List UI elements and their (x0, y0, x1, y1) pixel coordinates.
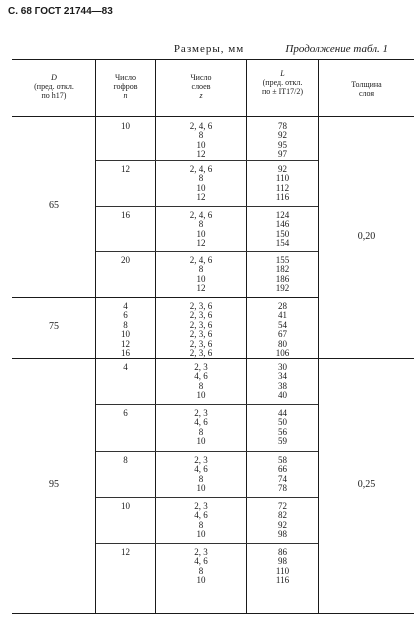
cell-z: 12 (196, 192, 206, 203)
cell-l: 92 (278, 164, 287, 174)
header-bottom-rule (12, 116, 414, 117)
cell-l: 150 (275, 228, 290, 239)
cell-l: 98 (278, 556, 287, 567)
cell-l: 38 (278, 380, 287, 391)
block-separator (96, 451, 318, 452)
cell-z: 12 (196, 238, 206, 249)
cell-z: 2, 3 (194, 455, 208, 465)
cell-l: 92 (278, 519, 287, 530)
cell-z: 10 (196, 529, 206, 540)
cell-l: 50 (278, 417, 287, 428)
cell-n: 10 (121, 501, 130, 511)
cell-z: 2, 4, 6 (189, 121, 213, 131)
cell-l: 112 (275, 182, 290, 193)
header-thickness: Толщина слоя (351, 80, 382, 98)
cell-z: 4, 6 (194, 417, 208, 428)
cell-z: 10 (196, 273, 206, 284)
cell-z: 8 (198, 219, 204, 230)
cell-z: 2, 3 (194, 547, 208, 557)
cell-z: 10 (196, 182, 206, 193)
cell-n: 16 (121, 210, 130, 220)
cell-l: 78 (278, 121, 287, 131)
cell-z: 4, 6 (194, 464, 208, 475)
block-separator (96, 160, 318, 161)
cell-l: 98 (278, 529, 287, 540)
cell-l: 146 (275, 219, 290, 230)
cell-l: 54 (278, 319, 287, 330)
cell-z: 10 (196, 390, 206, 401)
cell-z: 10 (196, 575, 206, 586)
cell-thickness: 0,25 (357, 478, 376, 490)
cell-z: 2, 3, 6 (189, 301, 213, 311)
header-n: Число гофров n (113, 73, 138, 100)
cell-z: 10 (196, 483, 206, 494)
cell-l: 41 (278, 310, 287, 321)
cell-z: 8 (198, 380, 204, 391)
cell-z: 4, 6 (194, 510, 208, 521)
cell-z: 8 (198, 519, 204, 530)
cell-l: 28 (278, 301, 287, 311)
cell-l: 106 (275, 348, 290, 358)
group-separator (12, 297, 318, 298)
cell-z: 8 (198, 426, 204, 437)
cell-n: 6 (123, 408, 128, 418)
cell-l: 66 (278, 464, 287, 475)
cell-z: 10 (196, 436, 206, 447)
block-separator (96, 497, 318, 498)
cell-z: 2, 3, 6 (189, 319, 213, 330)
cell-n: 10 (121, 121, 130, 131)
cell-n: 16 (121, 348, 130, 358)
cell-z: 8 (198, 565, 204, 576)
cell-l: 116 (275, 575, 290, 586)
page-header: С. 68 ГОСТ 21744—83 (8, 6, 113, 17)
table-bottom-rule (12, 613, 414, 614)
cell-d: 95 (49, 478, 59, 490)
cell-l: 92 (278, 130, 287, 141)
cell-n: 10 (121, 329, 130, 340)
cell-l: 34 (278, 371, 287, 382)
cell-l: 44 (278, 408, 287, 418)
cell-z: 2, 4, 6 (189, 164, 213, 174)
header-d: D (пред. откл. по h17) (34, 73, 74, 100)
col-sep-4 (318, 59, 319, 614)
cell-z: 8 (198, 264, 204, 275)
cell-l: 74 (278, 473, 287, 484)
cell-z: 2, 3, 6 (189, 329, 213, 340)
cell-z: 8 (198, 130, 204, 141)
cell-z: 2, 3 (194, 408, 208, 418)
block-separator (96, 543, 318, 544)
cell-n: 8 (123, 455, 128, 465)
cell-z: 2, 4, 6 (189, 255, 213, 265)
group-separator (12, 358, 318, 359)
cell-d: 75 (49, 320, 59, 332)
cell-thickness: 0,20 (357, 230, 376, 242)
cell-z: 10 (196, 139, 206, 150)
cell-n: 12 (121, 164, 130, 174)
thickness-separator (319, 358, 414, 359)
header-l: L (пред. откл. по ± IT17/2) (261, 69, 304, 96)
block-separator (96, 251, 318, 252)
cell-z: 4, 6 (194, 371, 208, 382)
cell-l: 80 (278, 338, 287, 349)
cell-l: 59 (278, 436, 287, 447)
cell-z: 12 (196, 149, 206, 160)
cell-z: 2, 3, 6 (189, 310, 213, 321)
cell-d: 65 (49, 200, 59, 211)
cell-z: 2, 3 (194, 501, 208, 511)
cell-z: 2, 3, 6 (189, 348, 213, 358)
cell-l: 124 (275, 210, 290, 220)
cell-l: 72 (278, 501, 287, 511)
cell-z: 2, 4, 6 (189, 210, 213, 220)
cell-n: 12 (121, 547, 130, 557)
block-separator (96, 404, 318, 405)
cell-z: 8 (198, 473, 204, 484)
cell-l: 154 (275, 238, 290, 249)
cell-l: 78 (278, 483, 287, 494)
header-z: Число слоев z (190, 73, 212, 100)
continuation-label: Продолжение табл. 1 (285, 43, 388, 55)
cell-l: 82 (278, 510, 287, 521)
block-separator (96, 206, 318, 207)
cell-l: 182 (275, 264, 290, 275)
cell-n: 8 (123, 319, 128, 330)
cell-l: 155 (275, 255, 290, 265)
cell-l: 86 (278, 547, 287, 557)
cell-l: 40 (278, 390, 287, 401)
cell-z: 12 (196, 283, 206, 294)
cell-l: 186 (275, 273, 290, 284)
cell-l: 95 (278, 139, 287, 150)
cell-l: 192 (275, 283, 290, 294)
table-top-rule (12, 59, 414, 60)
cell-n: 6 (123, 310, 128, 321)
cell-n: 12 (121, 338, 130, 349)
cell-l: 30 (278, 362, 287, 372)
cell-n: 4 (123, 362, 128, 372)
cell-l: 58 (278, 455, 287, 465)
cell-n: 20 (121, 255, 130, 265)
cell-l: 67 (278, 329, 287, 340)
cell-z: 4, 6 (194, 556, 208, 567)
cell-l: 110 (275, 173, 290, 184)
cell-n: 4 (123, 301, 128, 311)
cell-l: 97 (278, 149, 287, 160)
cell-z: 8 (198, 173, 204, 184)
cell-l: 116 (275, 192, 290, 203)
cell-z: 2, 3, 6 (189, 338, 213, 349)
cell-z: 10 (196, 228, 206, 239)
cell-l: 56 (278, 426, 287, 437)
cell-l: 110 (275, 565, 290, 576)
table-title: Размеры, мм (173, 43, 245, 55)
cell-z: 2, 3 (194, 362, 208, 372)
